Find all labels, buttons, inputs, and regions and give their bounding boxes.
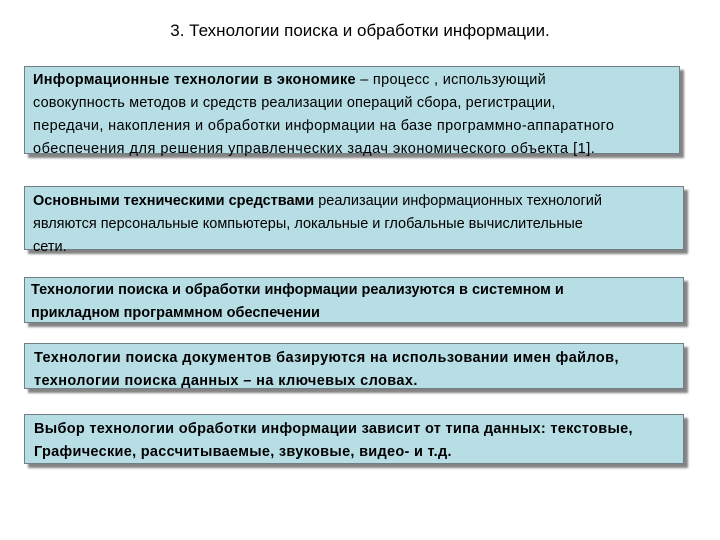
text-line: сети. <box>33 239 67 255</box>
text-line: Технологии поиска и обработки информации реализуются в системном и <box>31 282 564 298</box>
text-line: совокупность методов и средств реализации операций сбора, регистрации, <box>33 95 556 111</box>
text-line: Графические, рассчитываемые, звуковые, видео- и т.д. <box>34 444 452 460</box>
text-line: передачи, накопления и обработки информации на базе программно-аппаратного <box>33 118 615 134</box>
definition-box-it-in-economics <box>24 66 680 157</box>
text-line: технологии поиска данных – на ключевых словах. <box>34 373 418 389</box>
text-line: Выбор технологии обработки информации зависит от типа данных: текстовые, <box>34 421 633 437</box>
text-line <box>33 69 679 92</box>
text-line: прикладном программном обеспечении <box>31 305 320 321</box>
term-bold: Информационные технологии в экономике <box>33 72 356 88</box>
term-bold: Основными техническими средствами <box>33 193 315 209</box>
statement-box-search <box>24 343 684 389</box>
text-line: являются персональные компьютеры, локальные и глобальные вычислительные <box>33 216 583 232</box>
text-line: Технологии поиска документов базируются на использовании имен файлов, <box>34 350 619 366</box>
definition-box-technical-means <box>24 186 684 255</box>
statement-box-software <box>24 277 684 323</box>
text-line: обеспечения для решения управленческих задач экономического объекта [1]. <box>33 141 596 157</box>
text-line <box>33 190 683 213</box>
page-title: 3. Технологии поиска и обработки информации. <box>170 21 550 40</box>
statement-box-processing <box>24 414 684 464</box>
text-fragment: – процесс , использующий <box>355 72 547 88</box>
text-fragment: реализации информационных технологий <box>314 193 602 209</box>
